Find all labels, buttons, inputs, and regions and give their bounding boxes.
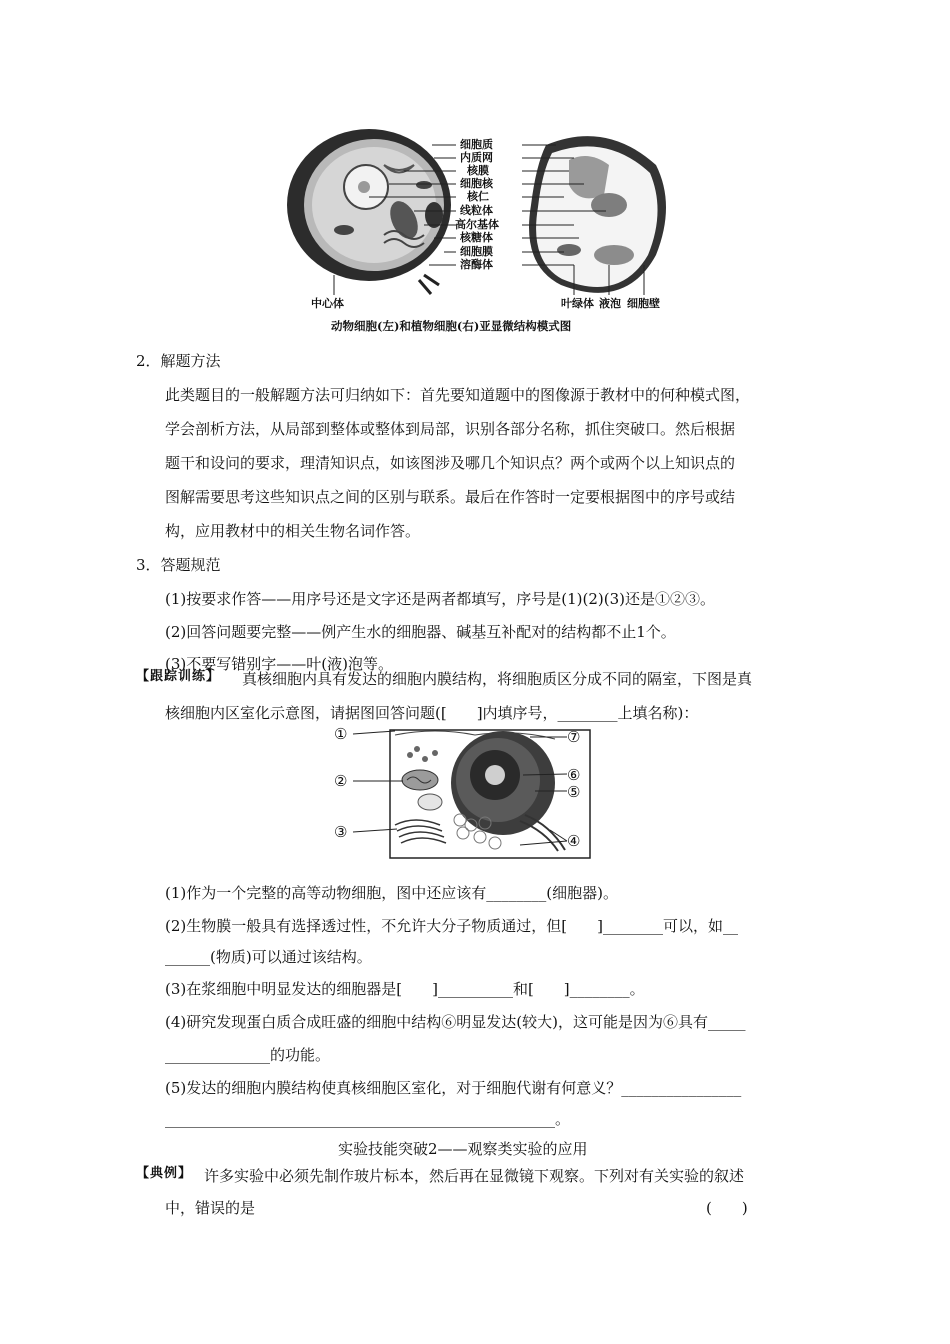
training-tag: 【跟踪训练】 xyxy=(136,669,221,684)
figure1-label-9: 细胞膜 xyxy=(460,245,493,258)
figure1-label-6: 线粒体 xyxy=(460,204,493,217)
figure1-left-label: 中心体 xyxy=(311,297,344,310)
example-answer-paren: ( ) xyxy=(706,1199,748,1217)
example-line-2: 中，错误的是 xyxy=(165,1199,256,1217)
figure1-label-10: 溶酶体 xyxy=(460,258,493,271)
figure1-label-3: 核膜 xyxy=(467,164,489,177)
compartment-drawing xyxy=(335,725,595,865)
figure1-caption: 动物细胞(左)和植物细胞(右)亚显微结构模式图 xyxy=(331,319,572,333)
section2-line-4: 图解需要思考这些知识点之间的区别与联系。最后在作答时一定要根据图中的序号或结 xyxy=(165,488,736,506)
figure1-label-4: 细胞核 xyxy=(460,177,493,190)
question-2-line-2: ______(物质)可以通过该结构。 xyxy=(165,948,372,966)
section2-heading: 2．解题方法 xyxy=(136,352,221,370)
figure1-label-7: 高尔基体 xyxy=(455,218,499,231)
section3-item-3: (3)不要写错别字——叶(液)泡等。 xyxy=(165,655,393,673)
figure1-label-5: 核仁 xyxy=(467,190,489,203)
section2-line-1: 此类题目的一般解题方法可归纳如下：首先要知道题中的图像源于教材中的何种模式图， xyxy=(165,386,751,404)
section3-item-1: (1)按要求作答——用序号还是文字还是两者都填写，序号是(1)(2)(3)还是①②③。 xyxy=(165,590,715,608)
figure2-marker-3: ③ xyxy=(334,823,348,841)
section3-heading: 3．答题规范 xyxy=(136,556,221,574)
question-2-line-1: (2)生物膜一般具有选择透过性，不允许大分子物质通过，但[ ]________可以，如__ xyxy=(165,917,738,935)
section2-line-5: 构，应用教材中的相关生物名词作答。 xyxy=(165,522,421,540)
figure1-label-1: 细胞质 xyxy=(460,138,493,151)
question-4-line-2: ______________的功能。 xyxy=(165,1046,331,1064)
question-3: (3)在浆细胞中明显发达的细胞器是[ ]__________和[ ]________。 xyxy=(165,980,645,998)
figure2-marker-7: ⑦ xyxy=(567,728,581,746)
figure2-marker-5: ⑤ xyxy=(567,783,581,801)
question-4-line-1: (4)研究发现蛋白质合成旺盛的细胞中结构⑥明显发达(较大)，这可能是因为⑥具有_____ xyxy=(165,1013,746,1031)
figure1-right-label-1: 叶绿体 xyxy=(561,297,594,310)
question-1: (1)作为一个完整的高等动物细胞，图中还应该有________(细胞器)。 xyxy=(165,884,618,902)
example-line-1: 许多实验中必须先制作玻片标本，然后再在显微镜下观察。下列对有关实验的叙述 xyxy=(204,1167,745,1185)
section3-item-2: (2)回答问题要完整——例产生水的细胞器、碱基互补配对的结构都不止1个。 xyxy=(165,623,676,641)
training-intro-line-1: 真核细胞内具有发达的细胞内膜结构，将细胞质区分成不同的隔室，下图是真 xyxy=(242,670,753,688)
question-5-line-2: ____________________________________________________。 xyxy=(165,1110,571,1128)
figure1-right-label-2: 液泡 xyxy=(599,297,621,310)
question-5-line-1: (5)发达的细胞内膜结构使真核细胞区室化，对于细胞代谢有何意义？________________ xyxy=(165,1079,742,1097)
example-tag: 【典例】 xyxy=(136,1166,193,1181)
figure2-marker-4: ④ xyxy=(567,832,581,850)
section2-line-2: 学会剖析方法，从局部到整体或整体到局部，识别各部分名称，抓住突破口。然后根据 xyxy=(165,420,736,438)
figure2-marker-2: ② xyxy=(334,772,348,790)
figure1-right-label-3: 细胞壁 xyxy=(627,297,660,310)
figure1-label-2: 内质网 xyxy=(460,151,493,164)
section2-line-3: 题干和设问的要求，理清知识点，如该图涉及哪几个知识点？两个或两个以上知识点的 xyxy=(165,454,736,472)
figure2-marker-1: ① xyxy=(334,725,348,743)
figure1-label-8: 核糖体 xyxy=(460,231,493,244)
compartment-figure xyxy=(335,725,595,865)
figure2-marker-6: ⑥ xyxy=(567,766,581,784)
experiment-title: 实验技能突破2——观察类实验的应用 xyxy=(338,1140,588,1158)
training-intro-line-2: 核细胞内区室化示意图，请据图回答问题([ ]内填序号，________上填名称)： xyxy=(165,704,699,722)
